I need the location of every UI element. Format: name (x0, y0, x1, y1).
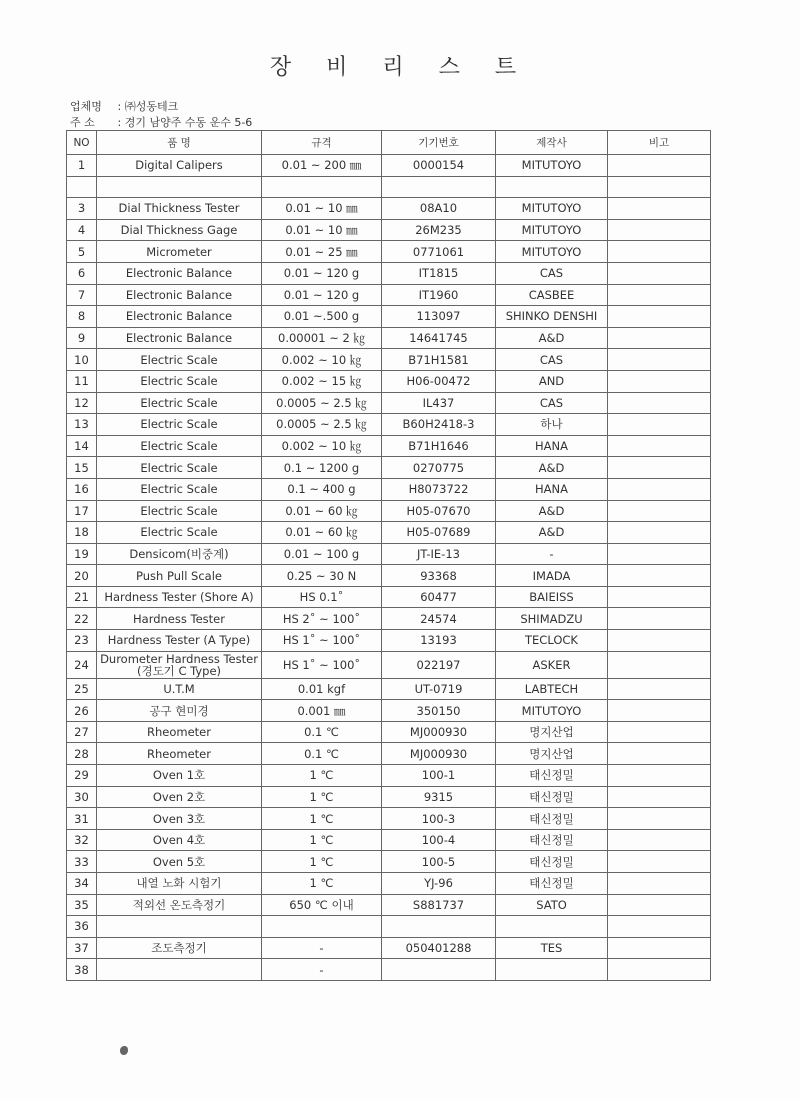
cell-spec: - (262, 959, 382, 981)
cell-note (608, 894, 711, 916)
cell-maker: 태신정밀 (496, 851, 608, 873)
cell-maker: SHIMADZU (496, 608, 608, 630)
header-serial: 기기번호 (382, 131, 496, 155)
cell-note (608, 721, 711, 743)
cell-no: 5 (67, 241, 97, 263)
cell-spec: 0.0005 ~ 2.5 ㎏ (262, 392, 382, 414)
cell-note (608, 392, 711, 414)
table-row (67, 500, 711, 522)
cell-no: 4 (67, 219, 97, 241)
cell-maker: A&D (496, 327, 608, 349)
cell-spec: 0.01 ~ 60 ㎏ (262, 522, 382, 544)
cell-note (608, 873, 711, 895)
cell-maker: BAIEISS (496, 586, 608, 608)
cell-no: 21 (67, 586, 97, 608)
cell-serial: 08A10 (382, 198, 496, 220)
cell-serial: IT1960 (382, 284, 496, 306)
cell-maker: CASBEE (496, 284, 608, 306)
cell-serial: H8073722 (382, 478, 496, 500)
cell-serial: 350150 (382, 700, 496, 722)
cell-maker: A&D (496, 522, 608, 544)
cell-serial: 14641745 (382, 327, 496, 349)
cell-note (608, 651, 711, 678)
cell-note (608, 500, 711, 522)
cell-note (608, 414, 711, 436)
table-row (67, 808, 711, 830)
cell-no: 33 (67, 851, 97, 873)
table-row (67, 786, 711, 808)
company-value: : ㈜성동테크 (117, 100, 179, 113)
cell-no: 1 (67, 155, 97, 177)
cell-serial: 100-3 (382, 808, 496, 830)
cell-note (608, 808, 711, 830)
table-row (67, 630, 711, 652)
table-row (67, 937, 711, 959)
cell-no: 14 (67, 435, 97, 457)
cell-spec: 0.1 ~ 1200 g (262, 457, 382, 479)
cell-note (608, 306, 711, 328)
cell-note (608, 543, 711, 565)
cell-name: Rheometer (97, 721, 262, 743)
cell-note (608, 198, 711, 220)
cell-note (608, 370, 711, 392)
cell-spec: HS 1˚ ~ 100˚ (262, 651, 382, 678)
table-row (67, 565, 711, 587)
cell-maker: TECLOCK (496, 630, 608, 652)
cell-spec: 0.002 ~ 10 ㎏ (262, 349, 382, 371)
cell-maker: AND (496, 370, 608, 392)
cell-maker (496, 176, 608, 198)
cell-serial: JT-IE-13 (382, 543, 496, 565)
table-row (67, 435, 711, 457)
table-row (67, 176, 711, 198)
cell-spec: 0.001 ㎜ (262, 700, 382, 722)
cell-note (608, 700, 711, 722)
cell-note (608, 155, 711, 177)
cell-serial: IT1815 (382, 262, 496, 284)
cell-note (608, 608, 711, 630)
cell-spec: - (262, 937, 382, 959)
company-label: 업체명 (70, 100, 102, 113)
cell-no: 13 (67, 414, 97, 436)
cell-spec: 0.0005 ~ 2.5 ㎏ (262, 414, 382, 436)
cell-name: Oven 1호 (97, 765, 262, 787)
table-row (67, 262, 711, 284)
table-row (67, 457, 711, 479)
cell-no: 34 (67, 873, 97, 895)
cell-maker: 태신정밀 (496, 829, 608, 851)
cell-no: 29 (67, 765, 97, 787)
cell-maker: MITUTOYO (496, 155, 608, 177)
cell-note (608, 284, 711, 306)
cell-no: 18 (67, 522, 97, 544)
cell-serial: B60H2418-3 (382, 414, 496, 436)
cell-spec: 650 ℃ 이내 (262, 894, 382, 916)
cell-note (608, 765, 711, 787)
cell-serial: 60477 (382, 586, 496, 608)
cell-spec: 1 ℃ (262, 786, 382, 808)
cell-serial: MJ000930 (382, 743, 496, 765)
cell-serial (382, 176, 496, 198)
cell-maker: 태신정밀 (496, 765, 608, 787)
address-label: 주 소 (70, 116, 95, 129)
cell-maker: ASKER (496, 651, 608, 678)
company-line (70, 98, 178, 114)
equipment-table (66, 130, 711, 981)
cell-spec: 0.25 ~ 30 N (262, 565, 382, 587)
cell-spec: 1 ℃ (262, 765, 382, 787)
cell-no: 9 (67, 327, 97, 349)
cell-no: 16 (67, 478, 97, 500)
table-row (67, 327, 711, 349)
cell-maker: 하나 (496, 414, 608, 436)
table-row (67, 478, 711, 500)
table-row (67, 392, 711, 414)
cell-serial: UT-0719 (382, 678, 496, 700)
cell-serial: 050401288 (382, 937, 496, 959)
cell-spec: 1 ℃ (262, 873, 382, 895)
cell-maker: A&D (496, 457, 608, 479)
cell-name: Dial Thickness Gage (97, 219, 262, 241)
cell-name (97, 176, 262, 198)
cell-name (97, 959, 262, 981)
cell-maker: 태신정밀 (496, 786, 608, 808)
cell-maker (496, 916, 608, 938)
cell-note (608, 327, 711, 349)
cell-note (608, 743, 711, 765)
cell-maker: SATO (496, 894, 608, 916)
ink-smudge (120, 1046, 128, 1055)
cell-name: 내열 노화 시험기 (97, 873, 262, 895)
cell-spec: HS 2˚ ~ 100˚ (262, 608, 382, 630)
cell-name: Electronic Balance (97, 306, 262, 328)
cell-spec (262, 916, 382, 938)
cell-no: 17 (67, 500, 97, 522)
table-row (67, 608, 711, 630)
cell-spec: 0.01 ~ 60 ㎏ (262, 500, 382, 522)
cell-name: Oven 2호 (97, 786, 262, 808)
cell-maker: LABTECH (496, 678, 608, 700)
cell-note (608, 959, 711, 981)
cell-serial: 0270775 (382, 457, 496, 479)
cell-maker: HANA (496, 435, 608, 457)
cell-name: Rheometer (97, 743, 262, 765)
cell-spec: 0.01 ~ 200 ㎜ (262, 155, 382, 177)
cell-maker: MITUTOYO (496, 198, 608, 220)
cell-note (608, 586, 711, 608)
cell-no: 31 (67, 808, 97, 830)
table-row (67, 349, 711, 371)
cell-name: Hardness Tester (Shore A) (97, 586, 262, 608)
cell-spec: 0.01 ~ 100 g (262, 543, 382, 565)
header-name: 품 명 (97, 131, 262, 155)
table-row (67, 873, 711, 895)
table-row (67, 586, 711, 608)
cell-no: 3 (67, 198, 97, 220)
cell-name: Electric Scale (97, 457, 262, 479)
cell-spec: 1 ℃ (262, 851, 382, 873)
cell-no: 8 (67, 306, 97, 328)
cell-serial: H05-07689 (382, 522, 496, 544)
table-row (67, 241, 711, 263)
cell-spec: 0.01 kgf (262, 678, 382, 700)
cell-spec: 0.01 ~ 10 ㎜ (262, 219, 382, 241)
cell-name: Oven 4호 (97, 829, 262, 851)
cell-serial: 100-5 (382, 851, 496, 873)
cell-spec: 0.1 ℃ (262, 743, 382, 765)
cell-note (608, 435, 711, 457)
cell-serial: S881737 (382, 894, 496, 916)
cell-note (608, 678, 711, 700)
address-value: : 경기 남양주 수동 운수 5-6 (117, 116, 253, 129)
cell-no: 10 (67, 349, 97, 371)
cell-serial: 022197 (382, 651, 496, 678)
table-row (67, 219, 711, 241)
cell-note (608, 176, 711, 198)
cell-spec: 0.01 ~ 25 ㎜ (262, 241, 382, 263)
cell-no: 20 (67, 565, 97, 587)
cell-no: 6 (67, 262, 97, 284)
address-line (70, 114, 252, 130)
cell-maker: HANA (496, 478, 608, 500)
cell-name: Densicom(비중계) (97, 543, 262, 565)
cell-no: 27 (67, 721, 97, 743)
cell-note (608, 241, 711, 263)
cell-name: Dial Thickness Tester (97, 198, 262, 220)
header-spec: 규격 (262, 131, 382, 155)
cell-note (608, 219, 711, 241)
cell-spec: 0.002 ~ 10 ㎏ (262, 435, 382, 457)
cell-no: 11 (67, 370, 97, 392)
table-row (67, 414, 711, 436)
cell-spec: HS 1˚ ~ 100˚ (262, 630, 382, 652)
cell-note (608, 457, 711, 479)
table-row (67, 284, 711, 306)
cell-spec: 0.01 ~ 120 g (262, 262, 382, 284)
cell-spec: 1 ℃ (262, 829, 382, 851)
cell-no: 23 (67, 630, 97, 652)
cell-name: Electric Scale (97, 414, 262, 436)
cell-name: Hardness Tester (A Type) (97, 630, 262, 652)
cell-note (608, 786, 711, 808)
cell-no: 12 (67, 392, 97, 414)
cell-serial: 24574 (382, 608, 496, 630)
cell-name: 공구 현미경 (97, 700, 262, 722)
table-body (67, 155, 711, 981)
cell-spec: 0.01 ~ 120 g (262, 284, 382, 306)
cell-name: Push Pull Scale (97, 565, 262, 587)
cell-no: 15 (67, 457, 97, 479)
cell-maker: CAS (496, 349, 608, 371)
cell-serial: 9315 (382, 786, 496, 808)
cell-serial: 13193 (382, 630, 496, 652)
cell-no: 36 (67, 916, 97, 938)
table-row (67, 916, 711, 938)
cell-maker: A&D (496, 500, 608, 522)
cell-maker: 명지산업 (496, 743, 608, 765)
cell-note (608, 349, 711, 371)
cell-maker: 태신정밀 (496, 808, 608, 830)
cell-note (608, 565, 711, 587)
cell-serial: B71H1646 (382, 435, 496, 457)
cell-maker: 태신정밀 (496, 873, 608, 895)
cell-maker: SHINKO DENSHI (496, 306, 608, 328)
cell-spec: 0.01 ~ 10 ㎜ (262, 198, 382, 220)
cell-spec: 0.1 ℃ (262, 721, 382, 743)
cell-name (97, 916, 262, 938)
cell-serial: H06-00472 (382, 370, 496, 392)
cell-maker: MITUTOYO (496, 241, 608, 263)
cell-serial: YJ-96 (382, 873, 496, 895)
cell-name: Electric Scale (97, 370, 262, 392)
cell-no: 30 (67, 786, 97, 808)
cell-name: Durometer Hardness Tester (경도기 C Type) (97, 651, 262, 678)
table-row (67, 678, 711, 700)
cell-note (608, 478, 711, 500)
table-row (67, 651, 711, 678)
header-note: 비고 (608, 131, 711, 155)
cell-maker: CAS (496, 262, 608, 284)
cell-name: Electric Scale (97, 500, 262, 522)
cell-note (608, 262, 711, 284)
cell-spec (262, 176, 382, 198)
cell-name: Micrometer (97, 241, 262, 263)
cell-maker: CAS (496, 392, 608, 414)
table-row (67, 370, 711, 392)
cell-no: 22 (67, 608, 97, 630)
cell-no: 35 (67, 894, 97, 916)
cell-name: Digital Calipers (97, 155, 262, 177)
cell-no (67, 176, 97, 198)
cell-serial: 93368 (382, 565, 496, 587)
table-row (67, 743, 711, 765)
table-row (67, 155, 711, 177)
table-row (67, 198, 711, 220)
cell-serial: H05-07670 (382, 500, 496, 522)
cell-serial: IL437 (382, 392, 496, 414)
cell-serial: 100-1 (382, 765, 496, 787)
cell-name: Electric Scale (97, 392, 262, 414)
cell-name: U.T.M (97, 678, 262, 700)
table-row (67, 700, 711, 722)
cell-serial: 100-4 (382, 829, 496, 851)
cell-no: 7 (67, 284, 97, 306)
table-row (67, 959, 711, 981)
cell-no: 32 (67, 829, 97, 851)
cell-name: Oven 5호 (97, 851, 262, 873)
cell-note (608, 851, 711, 873)
cell-spec: 1 ℃ (262, 808, 382, 830)
cell-no: 28 (67, 743, 97, 765)
cell-note (608, 916, 711, 938)
cell-spec: 0.00001 ~ 2 ㎏ (262, 327, 382, 349)
table-row (67, 543, 711, 565)
table-row (67, 306, 711, 328)
cell-name: Hardness Tester (97, 608, 262, 630)
table-header-row (67, 131, 711, 155)
cell-serial: 0000154 (382, 155, 496, 177)
cell-no: 38 (67, 959, 97, 981)
cell-no: 24 (67, 651, 97, 678)
cell-name: 조도측정기 (97, 937, 262, 959)
cell-no: 37 (67, 937, 97, 959)
cell-spec: 0.01 ~.500 g (262, 306, 382, 328)
cell-no: 26 (67, 700, 97, 722)
header-maker: 제작사 (496, 131, 608, 155)
cell-maker: - (496, 543, 608, 565)
cell-name: 적외선 온도측정기 (97, 894, 262, 916)
cell-no: 25 (67, 678, 97, 700)
table-row (67, 851, 711, 873)
cell-serial: 0771061 (382, 241, 496, 263)
cell-spec: 0.002 ~ 15 ㎏ (262, 370, 382, 392)
cell-name: Electronic Balance (97, 327, 262, 349)
cell-serial (382, 959, 496, 981)
cell-maker: MITUTOYO (496, 700, 608, 722)
page-title: 장 비 리 스 트 (269, 55, 531, 80)
cell-name: Electronic Balance (97, 284, 262, 306)
cell-note (608, 630, 711, 652)
cell-name: Electric Scale (97, 349, 262, 371)
cell-maker: TES (496, 937, 608, 959)
table-row (67, 765, 711, 787)
header-no: NO (67, 131, 97, 155)
cell-serial (382, 916, 496, 938)
table-row (67, 894, 711, 916)
cell-maker: MITUTOYO (496, 219, 608, 241)
cell-maker (496, 959, 608, 981)
cell-serial: 113097 (382, 306, 496, 328)
table-row (67, 522, 711, 544)
table-row (67, 721, 711, 743)
cell-note (608, 937, 711, 959)
cell-no: 19 (67, 543, 97, 565)
cell-serial: B71H1581 (382, 349, 496, 371)
cell-note (608, 829, 711, 851)
cell-maker: 명지산업 (496, 721, 608, 743)
table-row (67, 829, 711, 851)
cell-name: Oven 3호 (97, 808, 262, 830)
cell-name: Electric Scale (97, 478, 262, 500)
cell-serial: MJ000930 (382, 721, 496, 743)
cell-maker: IMADA (496, 565, 608, 587)
cell-serial: 26M235 (382, 219, 496, 241)
cell-name: Electric Scale (97, 522, 262, 544)
cell-spec: HS 0.1˚ (262, 586, 382, 608)
cell-name: Electric Scale (97, 435, 262, 457)
cell-name: Electronic Balance (97, 262, 262, 284)
cell-spec: 0.1 ~ 400 g (262, 478, 382, 500)
cell-note (608, 522, 711, 544)
